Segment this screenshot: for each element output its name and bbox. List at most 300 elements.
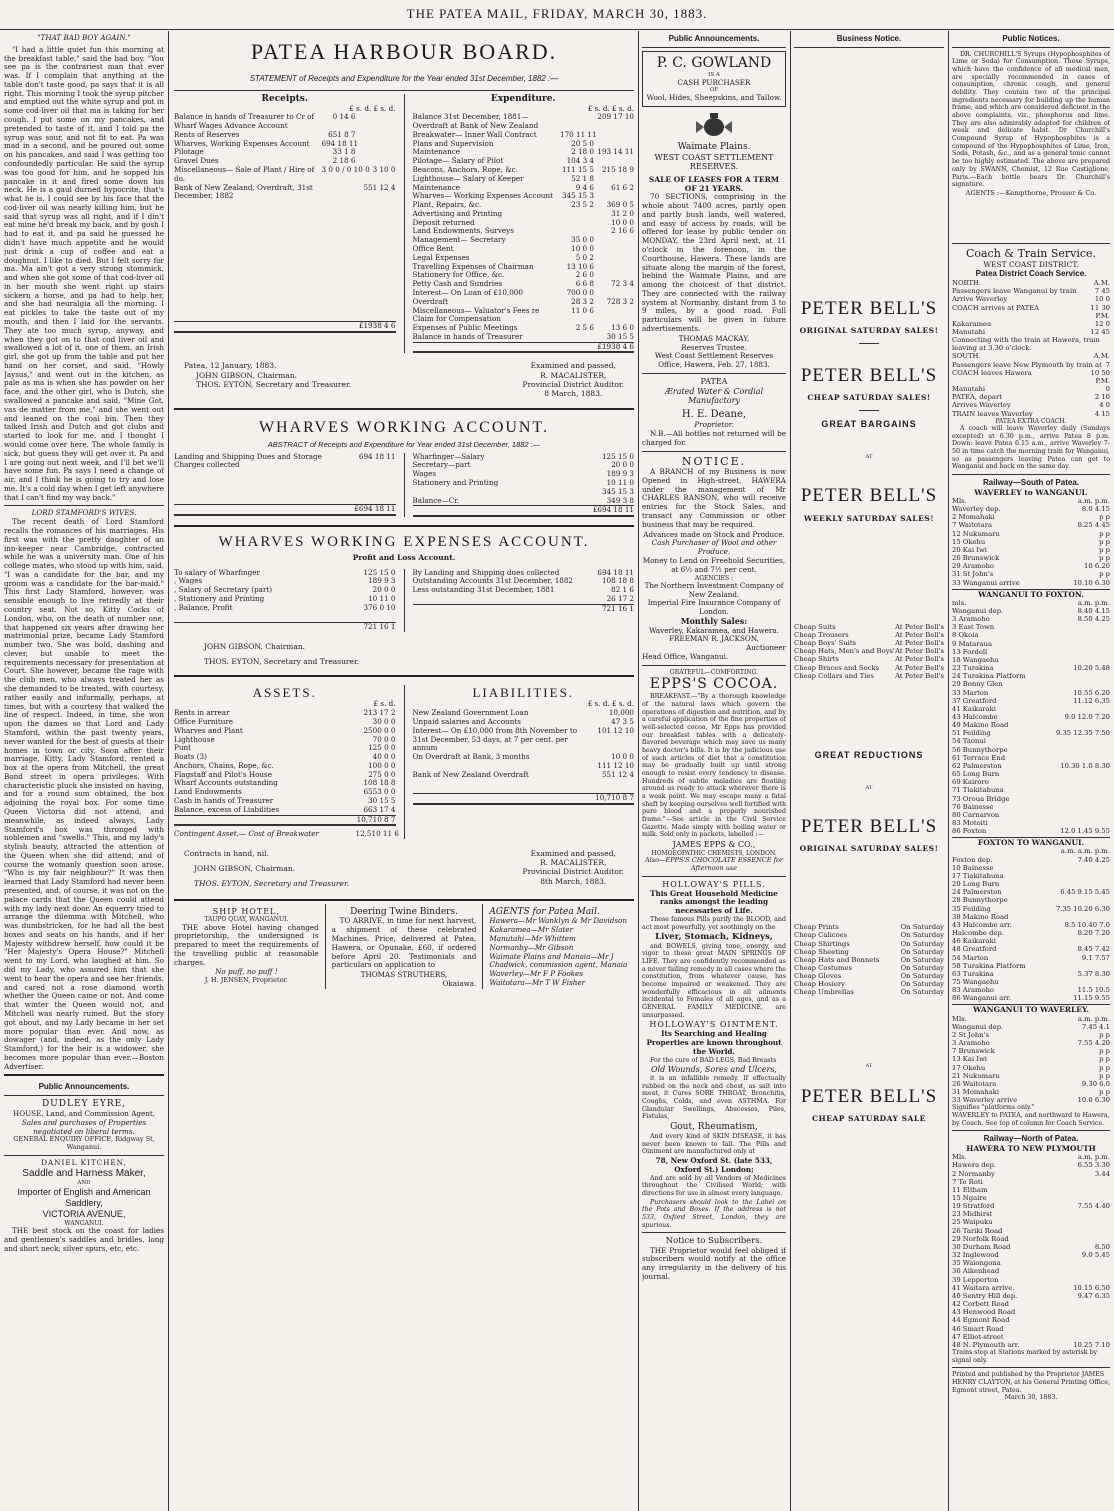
expend-row-mid	[560, 333, 594, 342]
harbour-chair: JOHN GIBSON, Chairman.	[196, 370, 298, 380]
gout: Gout, Rheumatism,	[670, 1121, 758, 1132]
daniel-addr: VICTORIA AVENUE,	[42, 1208, 126, 1219]
harbour-exam: Examined and passed,	[530, 361, 616, 371]
f2w-row	[952, 880, 1110, 888]
h2np-row-label: 35 Waiongona	[952, 1259, 1001, 1268]
hollo2-old: Old Wounds, Sores and Ulcers,	[651, 1065, 777, 1075]
w2w-row-label: 7 Waitotara	[952, 521, 993, 530]
asset-row-label: Balance, excess of Liabilities	[174, 804, 280, 814]
sale-item-2-label: Cheap Sheeting	[794, 947, 849, 956]
f2w-row	[952, 986, 1110, 994]
expend-row-mid: 345 15 3	[561, 191, 594, 201]
w2w-row-val: p p	[1099, 513, 1110, 522]
w2w-row-label: 33 Wanganui arrive	[952, 578, 1020, 587]
agent-item: Waverley—Mr F P Fookes	[489, 969, 583, 979]
wharves-right-row-label: Wages	[412, 469, 437, 479]
w2wv-row-val: 9.30 6.0	[1081, 1079, 1110, 1088]
expend-row-label: Advertising and Printing	[412, 208, 503, 218]
liab-row-label: New Zealand Government Loan	[412, 708, 529, 718]
w2f-row-label: 8 Okoia	[952, 631, 979, 640]
h2np-row-label: 11 Eltham	[952, 1185, 988, 1194]
asset-row-val: 663 17 4	[363, 804, 396, 814]
receipt-row-label: Bank of New Zealand, Overdraft, 31st December, 1882	[174, 182, 313, 201]
expend-row-mid: 10 0 0	[571, 244, 594, 254]
f2w-row-label: 75 Wangaehu	[952, 977, 999, 986]
w2f-row-label: 76 Bainesse	[952, 802, 994, 811]
receipts-head: Receipts.	[261, 93, 308, 104]
sale-item	[794, 647, 944, 655]
h2np: HAWERA TO NEW PLYMOUTH	[966, 1144, 1096, 1154]
exp-left-row-label: , Salary of Secretary (part)	[174, 585, 273, 595]
sale-item-2-val: On Saturday	[900, 980, 944, 989]
asset-row-label: Office Furniture	[174, 716, 234, 726]
asset-row	[174, 806, 396, 815]
subs: Notice to Subscribers.	[665, 1236, 763, 1247]
h2np-row-label: 26 Tariki Road	[952, 1226, 1003, 1235]
at-1: AT	[865, 454, 873, 461]
notice-body: A BRANCH of my Business is now Opened in High-street, HAWERA under the management of Mr CHARLES RANSON, who will receive entries for the Stock Sales, and transact any Commission or other business that may be required.	[642, 467, 786, 529]
f2w-row-val: 6.45 9.15 5.45	[1060, 888, 1110, 897]
asset-row	[174, 744, 396, 753]
liabilities-title: LIABILITIES.	[472, 684, 575, 700]
f2w-row	[952, 954, 1110, 962]
receipt-row-mid: 2 18 6	[332, 156, 356, 166]
assets-contingent: Contingent Asset,— Cost of Breakwater	[174, 829, 319, 839]
sale-item-val: At Peter Bell's	[895, 622, 944, 631]
h2np-row-label: Mls.	[952, 1153, 967, 1162]
lsd-header-2: £ s. d. £ s. d.	[587, 103, 634, 113]
harbour-auditor: R. MACALISTER,	[540, 370, 607, 380]
deane-nb: N.B.—All bottles not returned will be charged for.	[642, 429, 786, 447]
asset-row-label: Lighthouse	[174, 734, 215, 744]
asset-row-val: 6553 0 0	[363, 787, 396, 797]
wharves-left-row-val: 694 18 11	[358, 451, 396, 461]
f2w-row-val: 9.1 7.57	[1081, 953, 1110, 962]
coach-row-val: 12 45	[1090, 328, 1110, 336]
expend-block	[413, 94, 635, 354]
hollo2-body: For the cure of BAD LEGS, Bad Breasts	[650, 1056, 777, 1064]
expend-row-label: Plans and Supervision	[412, 138, 494, 148]
w2f-row	[952, 705, 1110, 713]
story2-body: The recent death of Lord Stamford recalls the romances of his marriages. His first was with the pretty daughter of an inn-keeper near Cambridge, contracted while he was a university man. One of his college mates, who stood up with him, said, "I was a candidate for the bar, and my groom was a candidate for the bar-maid." This first Lady Stamford, however, was sensible enough to live retiredly at their country seat. Not so, Kitty Cocks of London, who, on the death of number one, that happened six years after drawing her matrimonial prize, became Lady Stamford number two. She was bold, dashing and clever, but unable to meet the requirements necessary for presentation at Court. She however, became the rage with the club men, who always treated her as she demanded to be treated, with courtesy, rather easily and informally, perhaps, at times, but with a courtesy that walked the line of respect. Indeed, in time, she won upon the dames so that Lord and Lady Stamford, within the past twenty years, never wanted for the best of guests at their homes in town or city. Soon after their marriage, Kitty, Lady Stamford, rented a box at the opera from Mitchell, the great Bond street in opera privileges. With characteristic pluck she insisted on having, and for a round sum obtained, the box adjoining the royal box. For some time Queen Victoria did not attend, and meanwhile, as indeed always, Lady Stamford's box was thronged with noblemen and "swells." This, and my lady's stylish beauty, attracted the attention of the Queen when she did attend, and of course the womanly question soon arose, "Who is my fair neighbour?" It was then learned that Lady Stamford had never been presented, and, of course, it was not on the palace cards that the Queen could attend with my lady next door. An equerry tried to arrange the dilemma with Mitchell, who was dumbstricken, for he had all the best boxes and seats on his hands, and if her Majesty withdrew herself, how could it be "Her Majesty's Opera House?" Mitchell went to my Lord, who laughed at him. So did my Lady, who assured him that she went to hear the opera and see her friends, and cared not a rose diamond worth whether the Queen came or not. And come that winter the Queen would not, and Mitchell was nearly ruined. But the story got about, and my Lady became in her set more popular than ever. And now, as dowager (and, indeed, as the only Lady Stamford,) for the heir is a widower, she becomes more popular than ever.—Boston Advertiser.	[4, 517, 164, 1071]
w2wv-row	[952, 1064, 1110, 1072]
f2w-row-label: 58 Turakina Platform	[952, 961, 1026, 970]
asset-row-label: Flagstaff and Pilot's House	[174, 769, 272, 779]
hollo2-warn: Purchasers should look to the Label on the Pots and Boxes. If the address is not 533, Oxford Street, London, they are spurious.	[642, 1198, 786, 1229]
exp-left-row-label: , Stationery and Printing	[174, 593, 265, 603]
waimate: Waimate Plains.	[677, 141, 751, 152]
h2np-row	[952, 1227, 1110, 1235]
f2w-row-val: 8.20 7.20	[1077, 929, 1110, 938]
churchill-agents: AGENTS :—Kempthorne, Prosser & Co.	[965, 188, 1097, 197]
coach-row	[952, 393, 1110, 401]
exp-left-row-label: To salary of Wharfinger	[174, 567, 260, 577]
coach-row-label: SOUTH.	[952, 352, 981, 361]
b3: GREAT BARGAINS	[821, 419, 917, 430]
expend-row-mid: 20 5 0	[571, 138, 594, 148]
ship-puff: No puff, no puff !	[215, 967, 278, 977]
w2wv-row	[952, 1015, 1110, 1023]
w2f-row-label: 24 Turakina Platform	[952, 672, 1026, 681]
w2wv: WANGANUI TO WAVERLEY.	[952, 1004, 1110, 1014]
sale-item-label: Cheap Shirts	[794, 655, 839, 664]
coach-row-label: Manutahi	[952, 328, 986, 336]
coach-row-val: A.M.	[1093, 279, 1110, 288]
hollo2-addr: 78, New Oxford St. (late 533, Oxford St.) London;	[655, 1155, 773, 1174]
w2f-row	[952, 664, 1110, 672]
w2f-row	[952, 599, 1110, 607]
w2wv-row	[952, 1031, 1110, 1039]
exp-left-row-val: 20 0 0	[372, 585, 396, 595]
column-2: PATEA HARBOUR BOARD. STATEMENT of Receipts and Expenditure for the Year ended 31st December, 1882 :— Receipts. £ s. d. £ s. d. Balance in hands of Treasurer to Cr of Wharf Wages Advance Account 0 14 6 Rents of Reserves 651 8 7 Wharves, Working Expenses Account 694 18 11 Pilotage 33 1 8 Gravel Dues 2 18 6 Miscellaneous— Sale of Plant / Hire of do. 3 0 0 / 0 10 0 3 10 0 Bank of New Zealand, Overdraft, 31st December, 1882 551 12 4 £1938 4 6 Expenditure. £ s. d. £ s. d. Balance 31st December, 1881— Overdraft at Bank of New Zealand 209 17 10 Breakwater— Inner Wall Contract 170 11 11 Plans and Supervision 20 5 0 Maintenance 2 18 0 193 14 11 Pilotage— Salary of Pilot 104 3 4 Beacons, Anchors, Rope, &c. 111 15 5 215 18 9 Lighthouse— Salary of Keeper 52 1 8 Maintenance 9 4 6 61 6 2 Wharves— Working Expenses Account 345 15 3 Plant, Repairs, &c. 23 5 2 369 0 5 Advertising and Printing 31 2 0 Deposit returned 10 0 0 Land Endowments, Surveys 2 16 6 Management— Secretary 35 0 0 Office Rent 10 0 0 Legal Expenses 5 0 2 Travelling Expenses of Chairman 13 10 6 Stationery for Office, &c. 2 6 0 Petty Cash and Sundries 6 6 8 72 3 4 Interest— On Loan of £10,000 700 0 0 Overdraft 28 3 2 728 3 2 Miscellaneous— Valuator's Fees re Claim for Compensation 11 0 6 Expenses of Public Meetings 2 5 6 13 6 0 Balance in hands of Treasurer 30 15 5 £1938 4 6 Patea, 12 January, 1883. JOHN GIBSON, Chairman. THOS. EYTON, Secretary and Treasurer. Examined and passed, R. MACALISTER, Provincial District Auditor. 8 March, 1883. WHARVES WORKING ACCOUNT. ABSTRACT of Receipts and Expenditure for Year ended 31st December, 1882 :— Landing and Shipping Dues and Storage Charges collected 694 18 11 £694 18 11 Wharfinger—Salary 125 15 0 Secretary—part 20 0 0 Wages 189 9 3 Stationery and Printing 10 11 0 345 15 3 Balance—Cr. 349 3 8 £694 18 11 WHARVES WORKING EXPENSES ACCOUNT. Profit and Loss Account. To salary of Wharfinger 125 15 0 , Wages 189 9 3 , Salary of Secretary (part) 20 0 0 , Stationery and Printing 10 11 0 , Balance, Profit 376 0 10 721 16 1 By Landing and Shipping dues collected 694 18 11 Outstanding Accounts 31st December, 1882 108 18 8 Less outstanding 31st December, 1881 82 1 6 26 17 2 721 16 1 JOHN GIBSON, Chairman. THOS. EYTON, Secretary and Treasurer. ASSETS. £ s. d. Rents in arrear 213 17 2 Office Furniture 30 0 0 Wharves and Plant 2500 0 0 Lighthouse 70 0 0 Punt 125 0 0 Boats (3) 40 0 0 Anchors, Chains, Rope, &c. 100 0 0 Flagstaff and Pilot's House 275 0 0 Wharf Accounts outstanding 108 18 8 Land Endowments 6553 0 0 Cash in hands of Treasurer 30 15 5 Balance, excess of Liabilities 663 17 4 10,710 8 7 Contingent Asset,— Cost of Breakwater 12,510 11 6 LIABILITIES. £ s. d. £ s. d. New Zealand Government Loan 10,000 Unpaid salaries and Accounts 47 3 5 Interest— On £10,000 from 8th November to 31st December, 53 days, at 7 per cent. per annum 101 12 10 On Overdraft at Bank, 3 months 10 0 0 111 12 10 Bank of New Zealand Overdraft 551 12 4 10,710 8 7 Contracts in hand, nil. JOHN GIBSON, Chairman. THOS. EYTON, Secretary and Treasurer. Examined and passed, R. MACALISTER, Provincial District Auditor. 8th March, 1883. SHIP HOTEL, TAUPO QUAY, WANGANUI. THE above Hotel having changed proprietorship, the undersigned is prepared to meet the requirements of the travelling public at reasonable charges. No puff, no puff ! J. H. JENSEN, Proprietor. Deering Twine Binders. TO ARRIVE, in time for next harvest, a shipment of these celebrated Machines. Price, delivered at Patea, Hawera, or Opunake, £60, if ordered before April 20. Testimonials and particulars on application to THOMAS STRUTHERS, Okaiawa. AGENTS for Patea Mail. Hawera—Mr Wanklyn & Mr Davidson Kakaramea—Mr Slater Manutahi—Mr Whittem Normanby—Mr Gibson Waimate Plains and Manaia—Mr J Chadwick, commission agent, Manaia Waverley—Mr F P Fookes Waitotara—Mr T W Fisher	[174, 39, 634, 988]
w2f-row-label: 33 Marton	[952, 688, 989, 697]
w2f-row	[952, 615, 1110, 623]
pdcs: Patea District Coach Service.	[975, 269, 1087, 279]
wcd: WEST COAST DISTRICT.	[983, 260, 1079, 270]
w2f-row	[952, 795, 1110, 803]
wharves-title: WHARVES WORKING ACCOUNT.	[258, 418, 550, 436]
f2w-row-label: 83 Aramoho	[952, 986, 995, 995]
exp-right-row-label: By Landing and Shipping dues collected	[412, 567, 560, 577]
coach-row-label: TRAIN leaves Waverley	[952, 409, 1033, 418]
w2wv-row	[952, 1088, 1110, 1096]
h2np-row-label: 41 Waitara arrive.	[952, 1283, 1015, 1292]
w2wv-row	[952, 1039, 1110, 1047]
wharves-right-row-val: 349 3 8	[606, 495, 634, 505]
h2np-row	[952, 1161, 1110, 1169]
peter-bell-1: PETER BELL'S	[800, 297, 938, 319]
asset-row-label: Land Endowments	[174, 787, 242, 797]
w2f-row	[952, 640, 1110, 648]
coach-row	[952, 279, 1110, 287]
mackay: THOMAS MACKAY,	[678, 333, 750, 343]
liab-row-val: 47 3 5	[611, 716, 634, 726]
sale-item	[794, 672, 944, 680]
sale-item-2-val: On Saturday	[900, 964, 944, 972]
note: Signifies "platforms only."	[952, 1104, 1035, 1112]
expend-row-val	[594, 254, 634, 263]
w2f-row	[952, 656, 1110, 664]
h2np-row-label: 30 Durham Road	[952, 1242, 1011, 1251]
h2np-row-label: 43 Henwood Road	[952, 1308, 1016, 1317]
h2np-row	[952, 1210, 1110, 1218]
w2f-row	[952, 721, 1110, 729]
coach-row	[952, 287, 1110, 295]
h2np-row-label: 7 Te Roti	[952, 1177, 983, 1186]
harbour-date: Patea, 12 January, 1883.	[184, 361, 277, 371]
pcg-cash: CASH PURCHASER	[677, 77, 751, 87]
ship-addr: TAUPO QUAY, WANGANUI.	[204, 916, 289, 924]
w2wv-row	[952, 1072, 1110, 1080]
asset-row-label: Anchors, Chains, Rope, &c.	[174, 760, 274, 770]
w2w-row-label: Mls.	[952, 496, 967, 505]
receipt-row-label: Pilotage	[174, 147, 204, 157]
h2np-row	[952, 1267, 1110, 1275]
w2f-row-val: 9.0 12.0 7.20	[1064, 713, 1110, 721]
expend-row-val: 209 17 10	[597, 112, 634, 122]
w2wv-row-label: 2 St John's	[952, 1030, 989, 1039]
exp-right-total: 721 16 1	[601, 603, 634, 613]
w2f-row-label: 29 Bonny Glen	[952, 680, 1003, 689]
f2w-row-val: 11.5 10.5	[1077, 986, 1110, 995]
monthly: Monthly Sales:	[680, 615, 748, 626]
sale-item-2-label: Cheap Gloves	[794, 972, 842, 981]
story1-title: "THAT BAD BOY AGAIN."	[37, 33, 131, 42]
f2w-row	[952, 929, 1110, 937]
peter-bell-3: PETER BELL'S	[800, 485, 938, 507]
wharves-right-row	[413, 479, 635, 488]
receipt-row-label: Miscellaneous— Sale of Plant / Hire of do.	[174, 165, 315, 183]
asset-row-label: Cash in hands of Treasurer	[174, 795, 274, 805]
w2f-row-label: 73 Oroua Bridge	[952, 794, 1010, 803]
w2wv-row	[952, 1023, 1110, 1031]
h2np-row	[952, 1341, 1110, 1349]
expend-row-label: Lighthouse— Salary of Keeper	[412, 173, 524, 183]
stop-note: Trains stop at Stations marked by asterisk by signal only.	[952, 1348, 1098, 1364]
h2np-row	[952, 1170, 1110, 1178]
f2w-row	[952, 970, 1110, 978]
cash-purch: Cash Purchaser of Wool and other Produce.	[651, 538, 777, 557]
sale-item-label: Cheap Suits	[794, 622, 836, 631]
expend-row-mid: 9 4 6	[575, 182, 594, 192]
w2f-row-val: 10.55 6.20	[1073, 688, 1110, 697]
sale-item-2-val: On Saturday	[900, 939, 944, 948]
f2w-row-label: 63 Turakina	[952, 969, 994, 978]
f2w-row-label: 43 Halcombe arr.	[952, 920, 1012, 929]
receipt-row-mid: 0 14 6	[332, 112, 356, 122]
w2f: WANGANUI TO FOXTON.	[952, 589, 1110, 599]
wharves-right-row-label: Stationery and Printing	[412, 477, 499, 487]
sale-item	[794, 655, 944, 663]
expend-row-val: 369 0 5	[606, 200, 634, 210]
ship-title: SHIP HOTEL,	[212, 906, 280, 916]
f2w-row-label: 48 Greatford	[952, 945, 997, 954]
w2w-row-val: a.m. p.m.	[1077, 496, 1110, 505]
w2w-row-label: 12 Nukumaru	[952, 529, 1000, 538]
expend-row-mid: 23 5 2	[571, 200, 594, 210]
agencies: AGENCIES :	[694, 574, 734, 582]
sale-item-2-label: Cheap Calicoes	[794, 931, 848, 940]
royal-crest-icon	[684, 111, 744, 139]
expend-row-label: Wharves— Working Expenses Account	[412, 191, 553, 201]
w2f-row	[952, 762, 1110, 770]
asset-row-val: 275 0 0	[368, 769, 396, 779]
expend-row-val: 728 3 2	[606, 296, 634, 306]
h2np-row-label: 2 Normanby	[952, 1169, 995, 1178]
h2np-row	[952, 1153, 1110, 1161]
coach-row	[952, 410, 1110, 418]
agent-item: Hawera—Mr Wanklyn & Mr Davidson	[489, 916, 628, 926]
coach-row-val: 0	[1105, 385, 1110, 394]
harbour-title: PATEA HARBOUR BOARD.	[250, 39, 558, 64]
sale-item-label: Cheap Braces and Socks	[794, 663, 880, 672]
h2np-row-label: 40 Sentry Hill dep.	[952, 1291, 1018, 1300]
sale-item-label: Cheap Trousers	[794, 630, 849, 639]
wharves-right-row-val: 20 0 0	[611, 460, 634, 470]
expend-row-val	[594, 236, 634, 245]
epps-co: JAMES EPPS & CO.,	[672, 839, 756, 849]
dudley-name: DUDLEY EYRE,	[41, 1099, 127, 1110]
w2w-row-val: p p	[1099, 529, 1110, 538]
expenses-subtitle: Profit and Loss Account.	[352, 553, 456, 563]
coach-row	[952, 352, 1110, 360]
agent-item: Kakaramea—Mr Slater	[489, 925, 574, 935]
wharves-subtitle: ABSTRACT of Receipts and Expenditure for Year ended 31st December, 1882 :—	[267, 439, 541, 449]
expend-row-mid: 52 1 8	[571, 173, 594, 183]
asset-row-val: 70 0 0	[372, 734, 396, 744]
h2np-row	[952, 1178, 1110, 1186]
f2w-row	[952, 913, 1110, 921]
expend-row-mid	[560, 113, 594, 131]
sale-item-2-label: Cheap Prints	[794, 923, 839, 932]
sale-item	[794, 664, 944, 672]
w2f-row-label: 65 Long Burn	[952, 770, 1000, 779]
coach-row-label: COACH arrives at PATEA	[952, 303, 1040, 312]
col3-head: Public Announcements.	[642, 31, 786, 48]
wharves-right-row-label: Balance—Cr.	[412, 495, 460, 505]
w2f-row	[952, 680, 1110, 688]
f2w-row-label: 10 Bainesse	[952, 863, 994, 872]
w2wv-row-val: p p	[1099, 1071, 1110, 1080]
expend-row-mid: 170 11 11	[560, 129, 597, 139]
f2w-row-label: 20 Long Burn	[952, 880, 1000, 889]
h2np-row	[952, 1218, 1110, 1226]
expend-row-label: Miscellaneous— Valuator's Fees re Claim for Compensation	[412, 305, 540, 324]
receipt-row-val	[356, 148, 396, 157]
epps-also: Also—EPPS'S CHOCOLATE ESSENCE for Afternoon use	[644, 856, 784, 872]
expend-row-label: Plant, Repairs, &c.	[412, 200, 482, 210]
f2w-row	[952, 872, 1110, 880]
coach-row-label: Connecting with the train at Hawera, train leaving at 3.30 o'clock.	[952, 336, 1100, 353]
w2w-row-label: 2 Momahaki	[952, 513, 995, 522]
expend-row-label: Petty Cash and Sundries	[412, 279, 503, 289]
w2wv-row	[952, 1096, 1110, 1104]
receipts-block	[174, 94, 396, 354]
exp-chair: JOHN GIBSON, Chairman.	[204, 642, 306, 652]
public-announcements-head: Public Announcements.	[4, 1079, 164, 1096]
expend-row-label: Balance in hands of Treasurer	[412, 331, 523, 341]
receipt-row-label: Wharves, Working Expenses Account	[174, 138, 310, 148]
h2np-row	[952, 1316, 1110, 1324]
w2f-row	[952, 623, 1110, 631]
imprint: Printed and published by the Proprietor JAMES HENRY CLAYTON, at his General Printing Office, Egmont street, Patea.	[952, 1371, 1110, 1394]
exp-left-row	[174, 604, 396, 613]
w2f-row-val: 8.40 4.15	[1077, 606, 1110, 615]
extra: PATEA EXTRA COACH.	[995, 417, 1067, 425]
liab-row	[413, 771, 635, 780]
sale-item-2-val: On Saturday	[900, 923, 944, 932]
agent-item: Waitotara—Mr T W Fisher	[489, 977, 586, 987]
assets-contingent-val: 12,510 11 6	[355, 829, 399, 839]
w2f-row	[952, 786, 1110, 794]
lsd-header: £ s. d. £ s. d.	[349, 103, 396, 113]
expend-head: Expenditure.	[490, 93, 556, 104]
expend-row-mid: 13 10 6	[566, 261, 594, 271]
sale-item-label: Cheap Hats, Men's and Boys'	[794, 647, 895, 656]
sale-item	[794, 631, 944, 639]
w2wv-row-label: 13 Kai Iwi	[952, 1055, 987, 1064]
h2np-row	[952, 1333, 1110, 1341]
w2f-row-val: 8.50 4.25	[1077, 615, 1110, 624]
f2w-row	[952, 847, 1110, 855]
h2np-row	[952, 1243, 1110, 1251]
daniel-line1: Saddle and Harness Maker,	[22, 1168, 146, 1180]
liab-row-val: 111 12 10	[597, 760, 634, 770]
coach-row-label: COACH leaves Hawera	[952, 368, 1032, 377]
coach-row	[952, 336, 1110, 352]
f2w-row-label: 35 Feilding	[952, 904, 991, 913]
sale-title: SALE OF LEASES FOR A TERM OF 21 YEARS.	[648, 175, 780, 194]
w2wv-row-val: 7.55 4.20	[1077, 1039, 1110, 1048]
sale-item-2-val: On Saturday	[900, 931, 944, 940]
h2np-row	[952, 1292, 1110, 1300]
expend-row-mid: 2 5 6	[575, 323, 594, 333]
column-1	[4, 31, 164, 1511]
w2f-row	[952, 737, 1110, 745]
column-3	[642, 31, 786, 1511]
sale-item-val: At Peter Bell's	[895, 655, 944, 664]
w2w-row	[952, 513, 1110, 521]
monthly-places: Waverley, Kakaramea, and Hawera.	[649, 625, 779, 635]
hollo2-sub: Its Searching and Healing Properties are known throughout the World.	[646, 1029, 782, 1056]
w2w-row-val: p p	[1099, 545, 1110, 554]
agent-item: Normanby—Mr Gibson	[489, 942, 574, 952]
expend-row-val	[594, 307, 634, 325]
w2w-row	[952, 497, 1110, 505]
exp-right-row-val: 694 18 11	[597, 567, 634, 577]
w2f-row-label: 37 Greatford	[952, 696, 997, 705]
w2wv-row-label: 26 Waitotara	[952, 1079, 997, 1088]
expend-row-label: Interest— On Loan of £10,000	[412, 287, 523, 297]
dudley-office: GENERAL ENQUIRY OFFICE, Ridgway St, Wanganui.	[13, 1135, 155, 1152]
rail-south: Railway—South of Patea.	[982, 478, 1080, 488]
receipt-row-val	[356, 131, 396, 140]
asset-row-label: Wharf Accounts outstanding	[174, 778, 278, 788]
h2np-row-label: 15 Ngaire	[952, 1194, 987, 1202]
receipt-row-label: Gravel Dues	[174, 156, 219, 166]
masthead: THE PATEA MAIL, FRIDAY, MARCH 30, 1883.	[0, 0, 1114, 30]
jackson: FREEMAN R. JACKSON,	[669, 634, 759, 644]
w2f-row-label: 18 Wangaehu	[952, 655, 999, 664]
w2f-row-val: 12.0 1.45 9.55	[1060, 827, 1110, 836]
w2wv-row-label: 21 Nukumaru	[952, 1071, 1000, 1080]
ship-prop: J. H. JENSEN, Proprietor.	[204, 976, 288, 985]
epps: EPPS'S COCOA.	[649, 676, 779, 693]
w2f-row	[952, 778, 1110, 786]
w2f-row	[952, 607, 1110, 615]
expend-row-mid: 5 0 2	[575, 252, 594, 262]
expend-row-label: Beacons, Anchors, Rope, &c.	[412, 165, 518, 175]
w2w-row-val: 8.25 4.45	[1077, 521, 1110, 530]
coach-row-val: A.M.	[1093, 352, 1110, 361]
b4: WEEKLY SATURDAY SALES!	[803, 513, 935, 523]
w2w-row	[952, 505, 1110, 513]
hollo1-sub: This Great Household Medicine ranks amongst the leading necessaries of Life.	[650, 888, 778, 916]
w2f-row-label: 86 Foxton	[952, 827, 987, 836]
w2wv-row-val: 7.45 4.1	[1081, 1022, 1110, 1031]
w2wv-row-label: 17 Okehu	[952, 1063, 986, 1072]
h2np-row-val: 9.0 5.45	[1081, 1251, 1110, 1260]
coach-row-val: 7 45	[1094, 287, 1110, 296]
h2np-row-val: 6.55 3.30	[1077, 1161, 1110, 1170]
w2wv-row-val: p p	[1099, 1088, 1110, 1096]
coach-row-val: 4 15	[1094, 409, 1110, 418]
h2np-row-label: 42 Corbett Road	[952, 1300, 1009, 1309]
pcg-is: IS A	[708, 71, 720, 78]
wharves-right-row-val: 10 11 0	[606, 477, 634, 487]
f2w-row-val: 7.40 4.25	[1077, 855, 1110, 864]
receipt-row-mid: 3 0 0 / 0 10 0	[321, 165, 370, 175]
